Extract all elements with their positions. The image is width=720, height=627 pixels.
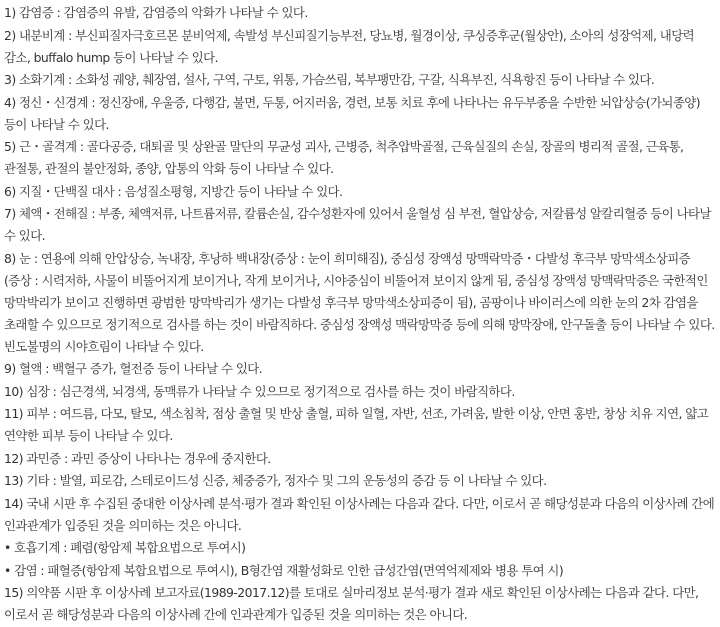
item-13-other: 13) 기타 : 발열, 피로감, 스테로이드성 신증, 체중증가, 정자수 및 그의 운동성의 증감 등 이 나타날 수 있다. [4, 473, 547, 488]
item-1-infection: 1) 감염증 : 감염증의 유발, 감염증의 악화가 나타날 수 있다. [4, 5, 308, 20]
item-10-heart: 10) 심장 : 심근경색, 뇌경색, 동맥류가 나타날 수 있으므로 정기적으로 검사를 하는 것이 바람직하다. [4, 383, 515, 399]
adverse-reactions-document [4, 2, 716, 627]
item-3-digestive: 3) 소화기계 : 소화성 궤양, 췌장염, 설사, 구역, 구토, 위통, 가슴쓰림, 복부팽만감, 구갈, 식욕부진, 식욕항진 등이 나타날 수 있다. [4, 72, 655, 87]
item-4-neuropsychiatric: 4) 정신・신경계 : 정신장애, 우울증, 다행감, 불면, 두통, 어지러움, 경련, 보통 치료 후에 나타나는 유두부종을 수반한 뇌압상승(가뇌종양) 등이 나타날 수 있다. [4, 94, 700, 132]
item-9-blood: 9) 혈액 : 백혈구 증가, 혈전증 등이 나타날 수 있다. [4, 361, 263, 376]
item-8-eye: 8) 눈 : 연용에 의해 안압상승, 녹내장, 후낭하 백내장(증상 : 눈이 희미해짐), 중심성 장액성 망맥락막증・다발성 후극부 망막색소상피증(증상 : 시력저하, 사물이 비뚤어지게 보이거나, 작게 보이거나, 시야중심이 비뚤어져 보이지 않게 됨, 중심성 장액성 망맥락막증은 국한적인 망막박리가 보이고 진행하면 광범한 망막박리가 생기는 다발성 후극부 망막색소상피증이 됨), 곰팡이나 바이러스에 의한 눈의 2차 감염을 초래할 수 있으므로 정기적으로 검사를 하는 것이 바람직하다. 중심성 장액성 맥락망막증 등에 의해 망막장애, 안구돌출 등이 나타날 수 있다. 빈도불명의 시야흐림이 나타날 수 있다. [4, 250, 715, 354]
item-2-endocrine: 2) 내분비계 : 부신피질자극호르몬 분비억제, 속발성 부신피질기능부전, 당뇨병, 월경이상, 쿠싱증후군(월상안), 소아의 성장억제, 내당력 감소, buffalo hump 등이 나타날 수 있다. [4, 27, 695, 65]
bullet-infection: • 감염 : 패혈증(항암제 복합요법으로 투여시), B형간염 재활성화로 인한 급성간염(면역억제제와 병용 투여 시) [4, 562, 564, 578]
bullet-respiratory: • 호흡기계 : 폐렴(항암제 복합요법으로 투여시) [4, 540, 246, 555]
item-15-signal-analysis: 15) 의약품 시판 후 이상사례 보고자료(1989-2017.12)를 토대로 실마리정보 분석·평가 결과 새로 확인된 이상사례는 다음과 같다. 다만, 이로서 곧 해당성분과 다음의 이상사례 간에 인과관계가 입증된 것을 의미하는 것은 아니다. [4, 585, 699, 622]
item-14-domestic-postmarketing: 14) 국내 시판 후 수집된 중대한 이상사례 분석·평가 결과 확인된 이상사례는 다음과 같다. 다만, 이로서 곧 해당성분과 다음의 이상사례 간에 인과관계가 입증된 것을 의미하는 것은 아니다. [4, 495, 715, 533]
item-6-lipid-protein-metabolism: 6) 지질・단백질 대사 : 음성질소평형, 지방간 등이 나타날 수 있다. [4, 183, 343, 199]
item-7-fluid-electrolyte: 7) 체액・전해질 : 부종, 체액저류, 나트륨저류, 칼륨손실, 감수성환자에 있어서 울혈성 심 부전, 혈압상승, 저칼륨성 알칼리혈증 등이 나타날 수 있다. [4, 206, 711, 243]
item-5-musculoskeletal: 5) 근・골격계 : 골다공증, 대퇴골 및 상완골 말단의 무균성 괴사, 근병증, 척추압박골절, 근육실질의 손실, 장골의 병리적 골절, 근육통, 관절통, 관절의 불안정화, 종양, 압통의 악화 등이 나타날 수 있다. [4, 139, 684, 176]
item-11-skin: 11) 피부 : 여드름, 다모, 탈모, 색소침착, 점상 출혈 및 반상 출혈, 피하 일혈, 자반, 선조, 가려움, 발한 이상, 안면 홍반, 창상 치유 지연, 얇고 연약한 피부 등이 나타날 수 있다. [4, 406, 709, 443]
item-12-hypersensitivity: 12) 과민증 : 과민 증상이 나타나는 경우에 중지한다. [4, 450, 271, 466]
